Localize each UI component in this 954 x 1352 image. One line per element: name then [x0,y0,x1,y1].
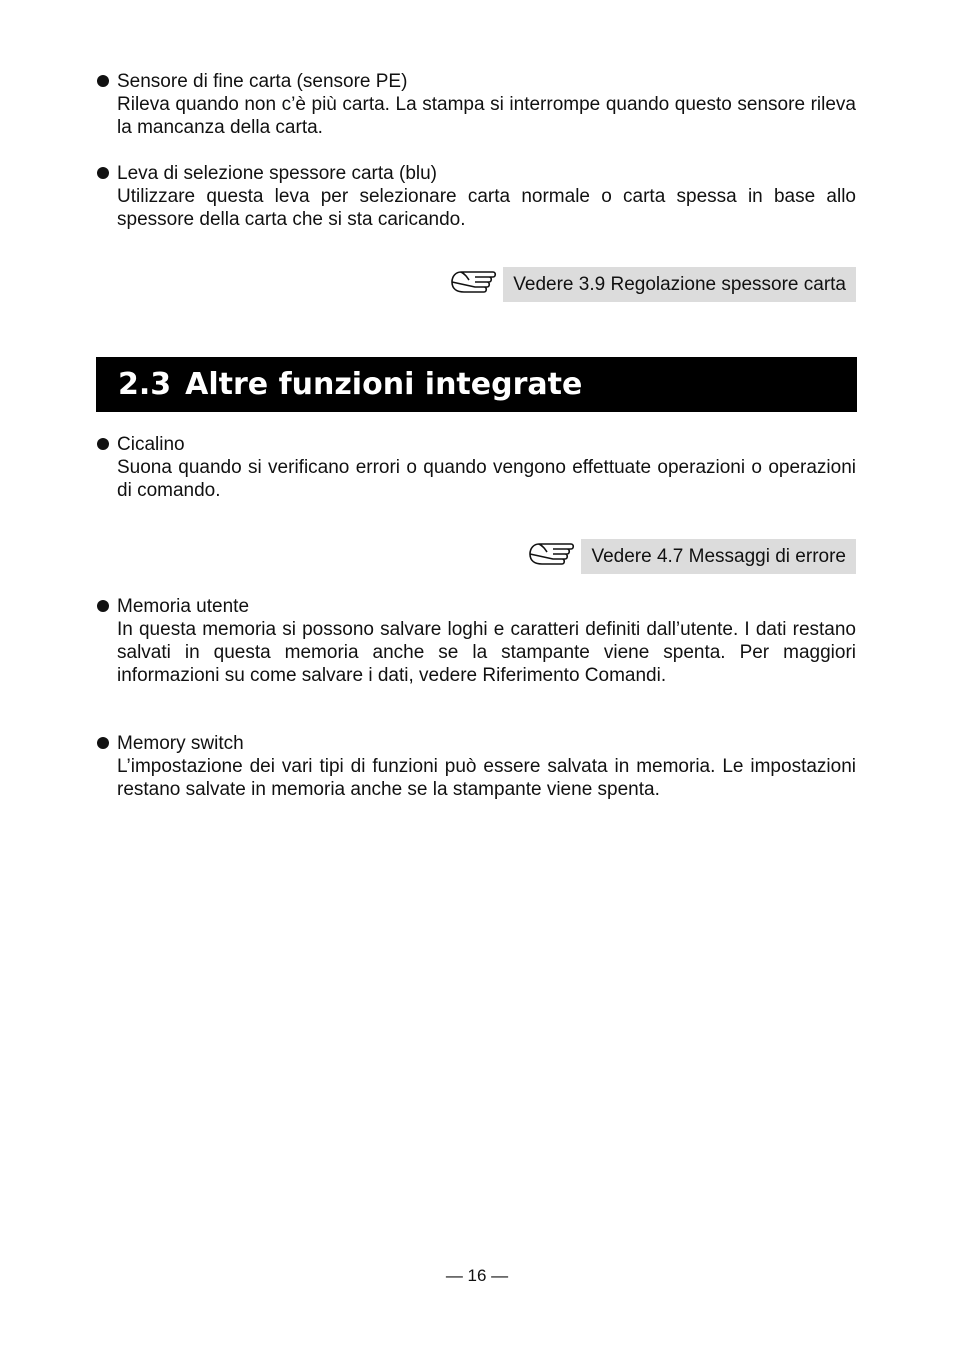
section-title: Altre funzioni integrate [185,367,583,402]
reference-note-thickness [449,266,856,302]
item-body: In questa memoria si possono salvare loghi e caratteri definiti dall’utente. I dati restano salvati in questa memoria anche se la stampante viene spenta. Per maggiori informazioni su come salvare i dati, vedere Riferimento Comandi. [117,619,856,686]
page-number: — 16 — [445,1266,509,1285]
pointing-hand-icon [449,266,497,302]
bullet-icon [97,75,109,87]
bullet-icon [97,737,109,749]
item-title: Memory switch [117,733,244,754]
item-body: L’impostazione dei vari tipi di funzioni può essere salvata in memoria. Le impostazioni restano salvate in memoria anche se la stampante viene spenta. [117,756,856,800]
item-body: Utilizzare questa leva per selezionare carta normale o carta spessa in base allo spessore della carta che si sta caricando. [117,186,856,230]
bullet-icon [97,438,109,450]
reference-label: Vedere 3.9 Regolazione spessore carta [503,267,856,302]
list-item-buzzer [96,433,856,502]
list-item-user-memory [96,595,856,687]
section-number: 2.3 [118,367,172,402]
item-body: Suona quando si verificano errori o quando vengono effettuate operazioni o operazioni di comando. [117,457,856,501]
item-title: Leva di selezione spessore carta (blu) [117,163,438,184]
list-item-memory-switch [96,732,856,801]
reference-note-errors [527,538,856,574]
bullet-icon [97,600,109,612]
item-body: Rileva quando non c’è più carta. La stampa si interrompe quando questo sensore rileva la mancanza della carta. [117,94,856,138]
item-title: Memoria utente [117,596,250,617]
item-title: Sensore di fine carta (sensore PE) [117,71,408,92]
section-heading [96,357,857,412]
list-item-pe-sensor [96,70,856,139]
reference-label: Vedere 4.7 Messaggi di errore [581,539,856,574]
item-title: Cicalino [117,434,185,455]
pointing-hand-icon [527,538,575,574]
list-item-paper-thickness-lever [96,162,856,231]
bullet-icon [97,167,109,179]
